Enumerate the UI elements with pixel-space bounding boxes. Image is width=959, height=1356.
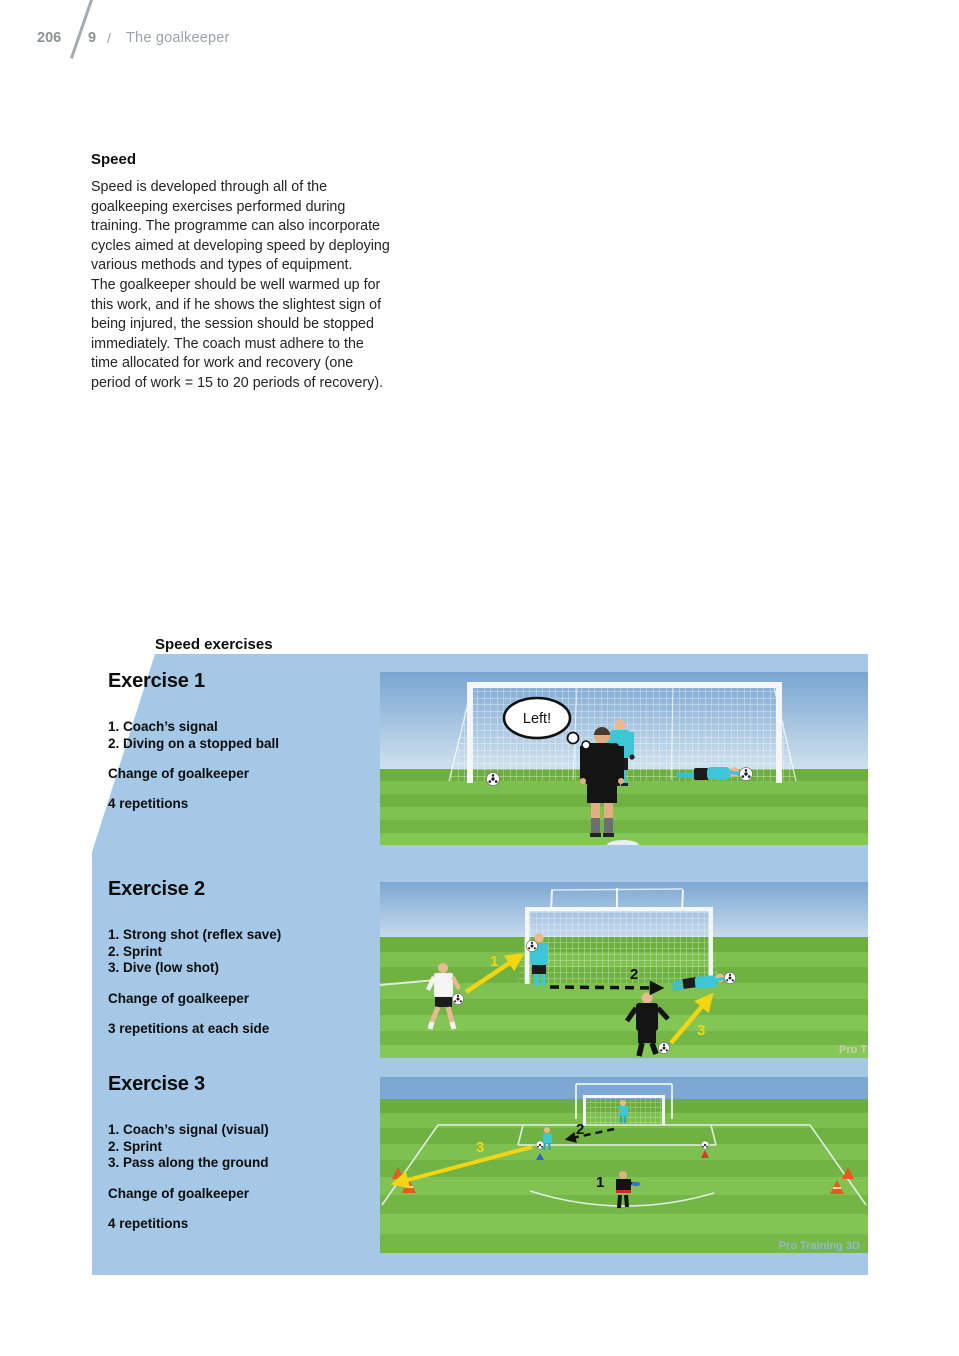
arrow-label-2: 2 bbox=[630, 966, 639, 983]
speech-bubble-text: Left! bbox=[522, 711, 552, 727]
exercise-2-change: Change of goalkeeper bbox=[108, 990, 250, 1006]
arrow-label-2: 2 bbox=[576, 1121, 585, 1138]
section-heading: Speed bbox=[91, 151, 137, 169]
ball-icon bbox=[536, 1141, 544, 1149]
ball-icon bbox=[487, 773, 500, 786]
exercise-1-repetitions: 4 repetitions bbox=[108, 796, 189, 812]
step: 1. Coach’s signal (visual) bbox=[108, 1122, 269, 1137]
exercise-3-block bbox=[108, 1073, 370, 1231]
exercises-heading: Speed exercises bbox=[155, 636, 273, 653]
exercise-1-scene bbox=[380, 672, 868, 845]
watermark: Pro T bbox=[839, 1044, 868, 1056]
exercise-2-steps bbox=[108, 927, 370, 977]
exercise-2-title: Exercise 2 bbox=[108, 878, 205, 900]
arrow-label-3: 3 bbox=[476, 1139, 485, 1156]
ball-icon bbox=[452, 993, 463, 1004]
chapter-number: 9 bbox=[88, 30, 97, 46]
ball-icon bbox=[658, 1042, 669, 1053]
exercise-3-repetitions: 4 repetitions bbox=[108, 1215, 189, 1231]
ball-icon bbox=[724, 972, 735, 983]
arrow-label-3: 3 bbox=[697, 1022, 706, 1039]
step: 1. Coach’s signal bbox=[108, 719, 218, 734]
section-body bbox=[91, 178, 393, 394]
step: 2. Diving on a stopped ball bbox=[108, 735, 280, 751]
exercise-1-block bbox=[108, 670, 370, 811]
watermark: Pro Training 3D bbox=[778, 1240, 860, 1252]
exercise-2-illustration bbox=[380, 882, 868, 1058]
exercise-3-illustration bbox=[380, 1077, 868, 1253]
exercise-3-title: Exercise 3 bbox=[108, 1073, 205, 1095]
exercise-3-steps bbox=[108, 1122, 370, 1172]
paragraph: Speed is developed through all of the goalkeeping exercises performed during training. The programme can also incorporate cycles aimed at developing speed by deploying various methods and types of equipment. bbox=[91, 179, 390, 274]
chapter-separator: / bbox=[107, 30, 111, 46]
exercise-1-change: Change of goalkeeper bbox=[108, 766, 250, 782]
exercise-3-change: Change of goalkeeper bbox=[108, 1185, 250, 1201]
exercise-2-repetitions: 3 repetitions at each side bbox=[108, 1020, 270, 1036]
step: 2. Sprint bbox=[108, 1138, 163, 1154]
blue-disc bbox=[632, 1182, 641, 1186]
step: 1. Strong shot (reflex save) bbox=[108, 927, 282, 942]
paragraph: The goalkeeper should be well warmed up for this work, and if he shows the slightest sign of being injured, the session should be stopped immediately. The coach must adhere to the time allocated for work and recovery (one period of work = 15 to 20 periods of recovery). bbox=[91, 276, 384, 391]
ball-icon bbox=[701, 1141, 709, 1149]
ball-icon bbox=[740, 768, 753, 781]
arrow-label-1: 1 bbox=[596, 1174, 605, 1191]
exercise-1-illustration bbox=[380, 672, 868, 845]
exercise-1-steps bbox=[108, 719, 370, 752]
step: 3. Dive (low shot) bbox=[108, 960, 220, 976]
step: 2. Sprint bbox=[108, 943, 163, 959]
step: 3. Pass along the ground bbox=[108, 1155, 269, 1171]
page-number: 206 bbox=[37, 30, 62, 46]
ball-icon bbox=[526, 940, 537, 951]
chapter-title: The goalkeeper bbox=[126, 30, 230, 46]
exercise-3-scene bbox=[380, 1077, 868, 1253]
exercise-2-scene bbox=[380, 882, 868, 1058]
exercise-2-block bbox=[108, 878, 370, 1036]
arrow-label-1: 1 bbox=[490, 953, 499, 970]
exercise-1-title: Exercise 1 bbox=[108, 670, 205, 692]
